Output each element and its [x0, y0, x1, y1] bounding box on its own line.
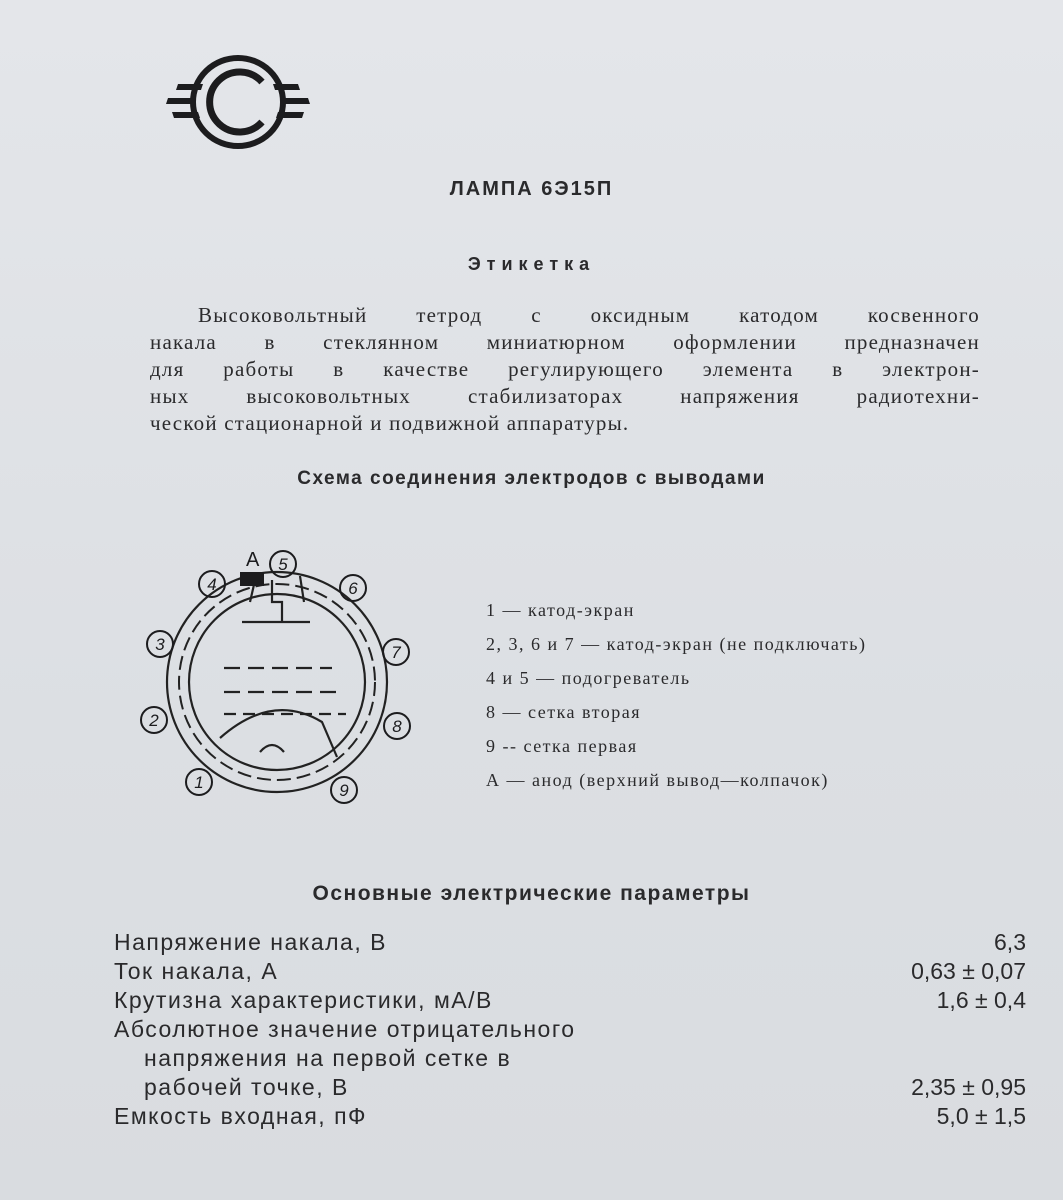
param-row — [114, 928, 1026, 957]
legend-item: 1 — катод-экран — [486, 600, 635, 620]
pin-legend — [486, 596, 867, 800]
param-row — [114, 1044, 1026, 1073]
params-heading: Основные электрические параметры — [312, 882, 751, 905]
param-value: 1,6 ± 0,4 — [936, 987, 1026, 1013]
legend-item: 4 и 5 — подогреватель — [486, 668, 691, 688]
pin-9 — [331, 777, 357, 803]
param-label: рабочей точке, В — [144, 1074, 349, 1100]
param-label: Ток накала, А — [114, 958, 279, 984]
pin-4 — [199, 571, 225, 597]
manufacturer-logo-icon — [158, 52, 318, 152]
pin-number: 6 — [348, 579, 358, 598]
pin-number: 3 — [155, 635, 165, 654]
pinout-diagram — [132, 542, 422, 812]
param-label: Напряжение накала, В — [114, 929, 387, 955]
param-value: 5,0 ± 1,5 — [936, 1103, 1026, 1129]
param-row — [114, 1102, 1026, 1131]
pin-5 — [270, 551, 296, 577]
legend-item: 9 -- сетка первая — [486, 736, 638, 756]
description-line: для работы в качестве регулирующего элемента в электрон- — [150, 357, 980, 381]
param-row — [114, 986, 1026, 1015]
description-line: Высоковольтный тетрод с оксидным катодом косвенного — [198, 303, 980, 327]
schema-heading: Схема соединения электродов с выводами — [297, 468, 766, 489]
legend-item: 2, 3, 6 и 7 — катод-экран (не подключать) — [486, 634, 867, 654]
param-value: 6,3 — [994, 929, 1026, 955]
pin-1 — [186, 769, 212, 795]
pin-8 — [384, 713, 410, 739]
pin-number: 5 — [278, 555, 288, 574]
pin-number: 9 — [339, 781, 349, 800]
param-label: напряжения на первой сетке в — [144, 1045, 512, 1071]
description-line: ных высоковольтных стабилизаторах напряжения радиотехни- — [150, 384, 980, 408]
legend-item: А — анод (верхний вывод—колпачок) — [486, 770, 829, 790]
param-label: Абсолютное значение отрицательного — [114, 1016, 576, 1042]
pin-number: 4 — [207, 575, 217, 594]
param-value: 0,63 ± 0,07 — [911, 958, 1026, 984]
pin-number: 2 — [149, 711, 159, 730]
param-value: 2,35 ± 0,95 — [911, 1074, 1026, 1100]
param-label: Крутизна характеристики, мА/В — [114, 987, 493, 1013]
pin-3 — [147, 631, 173, 657]
pin-number: 8 — [392, 717, 402, 736]
anode-cap-icon — [240, 572, 264, 586]
param-row — [114, 1015, 1026, 1044]
description-line: ческой стационарной и подвижной аппаратуры. — [150, 411, 630, 435]
pin-2 — [141, 707, 167, 733]
pin-6 — [340, 575, 366, 601]
parameters-table — [114, 928, 1026, 1131]
description-paragraph — [150, 302, 980, 437]
label-subtitle: Этикетка — [467, 254, 596, 274]
param-row — [114, 957, 1026, 986]
pin-number: 1 — [194, 773, 204, 792]
description-line: накала в стеклянном миниатюрном оформлении предназначен — [150, 330, 980, 354]
param-row — [114, 1073, 1026, 1102]
pin-7 — [383, 639, 409, 665]
legend-item: 8 — сетка вторая — [486, 702, 641, 722]
document-title: ЛАМПА 6Э15П — [449, 178, 614, 200]
param-label: Емкость входная, пФ — [114, 1103, 368, 1129]
pin-number: 7 — [391, 643, 401, 662]
anode-label: А — [246, 549, 260, 571]
